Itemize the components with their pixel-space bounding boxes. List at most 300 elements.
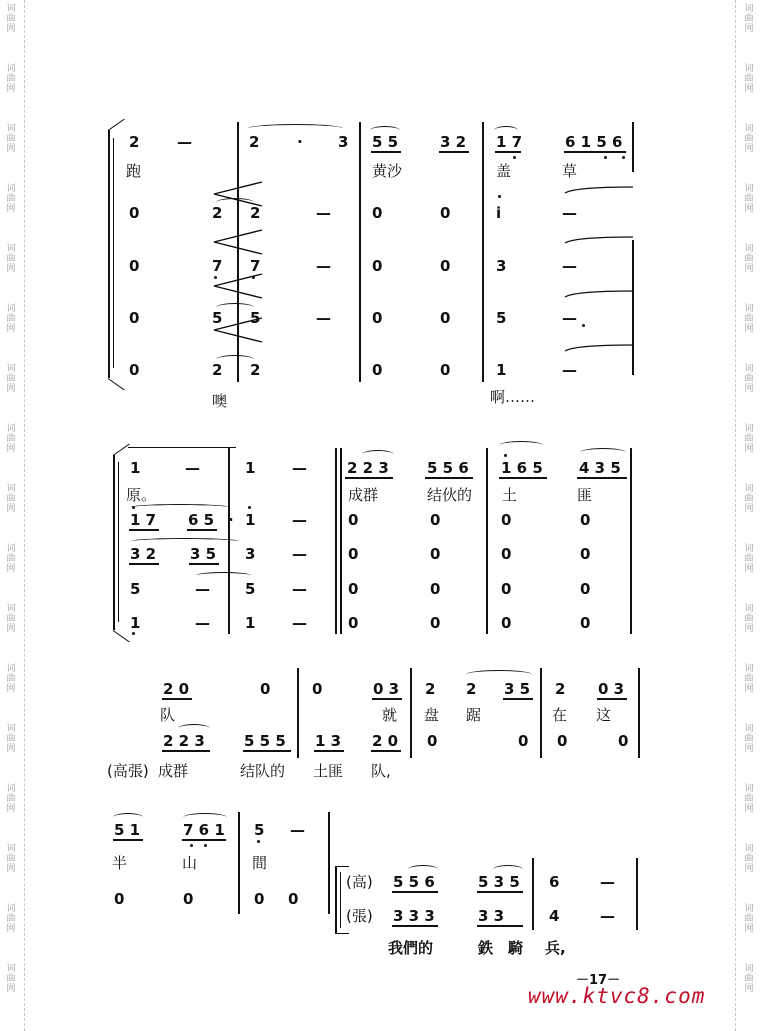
- lyric: 噢: [212, 392, 228, 410]
- note-group: 5 5: [372, 133, 399, 151]
- voice-brace-top: [335, 866, 349, 867]
- watermark-char: 曲: [6, 194, 16, 204]
- rest: 0: [430, 511, 441, 529]
- underline-beam: [189, 563, 219, 565]
- rest: 0: [348, 511, 359, 529]
- note: 2: [212, 204, 223, 222]
- note: 2: [466, 680, 477, 698]
- underline-beam: [439, 151, 469, 153]
- system-brace-bottom: [113, 630, 130, 642]
- watermark-char: 网: [6, 924, 16, 934]
- watermark-char: 词: [6, 304, 16, 314]
- watermark-stamp: [4, 664, 18, 694]
- lyric: 成群: [348, 486, 379, 504]
- watermark-stamp: [4, 964, 18, 994]
- low-octave-dot: [132, 632, 135, 635]
- watermark-char: 词: [744, 844, 754, 854]
- dash: —: [195, 580, 210, 598]
- tie: [196, 572, 251, 579]
- dash: —: [316, 204, 331, 222]
- slur: [178, 724, 210, 733]
- watermark-char: 网: [6, 264, 16, 274]
- watermark-char: 网: [6, 144, 16, 154]
- note: 1: [245, 459, 256, 477]
- rest: 0: [430, 545, 441, 563]
- barline: [636, 858, 638, 930]
- watermark-char: 曲: [744, 734, 754, 744]
- watermark-char: 曲: [6, 554, 16, 564]
- rest: 0: [440, 309, 451, 327]
- watermark-char: 曲: [744, 494, 754, 504]
- note-group: 6 1 5 6: [565, 133, 623, 151]
- note-group: 0 3: [598, 680, 625, 698]
- watermark-stamp: [742, 724, 756, 754]
- watermark-stamp: [742, 4, 756, 34]
- dash: —: [292, 459, 307, 477]
- low-octave-dot: [204, 844, 207, 847]
- watermark-char: 词: [744, 784, 754, 794]
- watermark-char: 曲: [6, 434, 16, 444]
- page-number: －17－: [576, 973, 621, 988]
- barline: [532, 858, 534, 930]
- watermark-stamp: [742, 244, 756, 274]
- voice-label-low: (張): [346, 907, 373, 925]
- lyric: 黄沙: [372, 162, 403, 180]
- watermark-char: 网: [6, 384, 16, 394]
- voice-label-high: (高): [346, 873, 373, 891]
- watermark-char: 词: [744, 904, 754, 914]
- note-group: 5 5 5: [244, 732, 286, 750]
- dash: —: [185, 459, 200, 477]
- watermark-stamp: [4, 124, 18, 154]
- watermark-char: 词: [6, 424, 16, 434]
- watermark-char: 网: [744, 864, 754, 874]
- watermark-char: 网: [744, 324, 754, 334]
- watermark-char: 曲: [744, 914, 754, 924]
- underline-beam: [477, 891, 523, 893]
- lyric: 鉄: [478, 939, 494, 957]
- dash: —: [292, 580, 307, 598]
- watermark-char: 词: [744, 184, 754, 194]
- barline: [340, 448, 342, 634]
- voice-brace-inner: [340, 872, 341, 928]
- barline: [486, 448, 488, 634]
- lyric: 我們的: [388, 939, 434, 957]
- underline-beam: [425, 477, 473, 479]
- dash: —: [562, 309, 577, 327]
- note: 4: [549, 907, 560, 925]
- lyric: 成群: [158, 762, 189, 780]
- note: 2: [212, 361, 223, 379]
- watermark-stamp: [4, 64, 18, 94]
- watermark-char: 曲: [6, 974, 16, 984]
- dash: —: [316, 257, 331, 275]
- watermark-char: 网: [744, 504, 754, 514]
- watermark-char: 网: [6, 864, 16, 874]
- lyric: 结伙的: [427, 486, 473, 504]
- watermark-char: 词: [744, 244, 754, 254]
- watermark-char: 曲: [744, 554, 754, 564]
- dash: —: [177, 133, 192, 151]
- watermark-char: 曲: [6, 14, 16, 24]
- dash: —: [600, 873, 615, 891]
- voice-brace: [335, 866, 337, 934]
- watermark-stamp: [4, 364, 18, 394]
- note: 3: [245, 545, 256, 563]
- watermark-stamp: [742, 124, 756, 154]
- barline: [238, 812, 240, 914]
- watermark-char: 词: [6, 244, 16, 254]
- underline-beam: [392, 925, 438, 927]
- watermark-char: 词: [6, 964, 16, 974]
- watermark-char: 曲: [6, 74, 16, 84]
- note: 1: [245, 614, 256, 632]
- slur: [493, 865, 523, 874]
- watermark-char: 网: [6, 204, 16, 214]
- rest: 0: [501, 511, 512, 529]
- rest: 0: [129, 309, 140, 327]
- slur: [183, 813, 227, 822]
- lyric: 队,: [371, 762, 391, 780]
- dash: —: [562, 204, 577, 222]
- watermark-stamp: [742, 364, 756, 394]
- watermark-char: 网: [6, 744, 16, 754]
- dash: —: [316, 309, 331, 327]
- watermark-char: 词: [6, 724, 16, 734]
- watermark-char: 词: [6, 784, 16, 794]
- underline-beam: [345, 477, 393, 479]
- barline: [328, 812, 330, 914]
- rest: 0: [501, 580, 512, 598]
- watermark-stamp: [742, 544, 756, 574]
- lyric: 匪: [577, 486, 593, 504]
- lyric: 盖: [496, 162, 512, 180]
- note-group: 1 3: [315, 732, 342, 750]
- rest: 0: [427, 732, 438, 750]
- watermark-stamp: [742, 784, 756, 814]
- note: 1: [130, 459, 141, 477]
- lyric: 土: [502, 486, 518, 504]
- rest: 0: [580, 545, 591, 563]
- watermark-stamp: [4, 184, 18, 214]
- lyric: 结队的: [240, 762, 286, 780]
- underline-beam: [187, 529, 217, 531]
- slur: [580, 448, 626, 457]
- note-group: 5 3 5: [478, 873, 520, 891]
- lyric: 在: [552, 706, 568, 724]
- barline: [632, 122, 634, 172]
- watermark-char: 网: [6, 624, 16, 634]
- rest: 0: [372, 361, 383, 379]
- augmentation-dot: ·: [297, 133, 303, 151]
- right-margin-strip: [735, 0, 760, 1031]
- system-bracket-top: [128, 447, 236, 448]
- lyric: 这: [596, 706, 612, 724]
- watermark-stamp: [4, 844, 18, 874]
- watermark-char: 词: [744, 484, 754, 494]
- lyric: 跑: [126, 162, 142, 180]
- underline-beam: [477, 925, 523, 927]
- note-group: 4 3 5: [579, 459, 621, 477]
- dash: —: [600, 907, 615, 925]
- note: 5: [212, 309, 223, 327]
- rest: 0: [430, 614, 441, 632]
- rest: 0: [254, 890, 265, 908]
- watermark-char: 网: [6, 684, 16, 694]
- watermark-char: 曲: [6, 374, 16, 384]
- watermark-char: 网: [6, 24, 16, 34]
- note: 5: [496, 309, 507, 327]
- note: 2: [129, 133, 140, 151]
- rest: 0: [348, 580, 359, 598]
- note-group: 5 1: [114, 821, 141, 839]
- high-octave-dot: [132, 506, 135, 509]
- watermark-char: 词: [744, 604, 754, 614]
- watermark-char: 网: [6, 564, 16, 574]
- watermark-char: 网: [6, 504, 16, 514]
- watermark-char: 曲: [744, 14, 754, 24]
- lyric: 間: [252, 854, 268, 872]
- dash: —: [195, 614, 210, 632]
- watermark-char: 曲: [744, 374, 754, 384]
- watermark-char: 曲: [744, 674, 754, 684]
- barline: [359, 122, 361, 382]
- lyric: 半: [112, 854, 128, 872]
- note: 5: [254, 821, 265, 839]
- note-group: 7 6 1: [183, 821, 225, 839]
- watermark-char: 网: [744, 684, 754, 694]
- barline: [482, 122, 484, 382]
- watermark-char: 网: [744, 384, 754, 394]
- watermark-char: 词: [744, 64, 754, 74]
- slur: [499, 441, 543, 450]
- watermark-char: 曲: [744, 254, 754, 264]
- note-group: 2 0: [163, 680, 190, 698]
- watermark-char: 曲: [6, 134, 16, 144]
- tie: [216, 303, 254, 312]
- watermark-char: 网: [744, 804, 754, 814]
- watermark-stamp: [742, 604, 756, 634]
- lyric: 兵,: [545, 939, 566, 957]
- note-group: 5 5 6: [427, 459, 469, 477]
- underline-beam: [597, 698, 627, 700]
- watermark-char: 网: [744, 564, 754, 574]
- rest: 0: [430, 580, 441, 598]
- note-group: 2 2 3: [347, 459, 389, 477]
- lyric: 原。: [126, 486, 157, 504]
- watermark-char: 曲: [6, 794, 16, 804]
- rest: 0: [580, 511, 591, 529]
- slur: [113, 813, 143, 822]
- rest: 0: [348, 614, 359, 632]
- note-group: 1 7: [496, 133, 523, 151]
- watermark-char: 词: [744, 364, 754, 374]
- note-group: 1 7: [130, 511, 157, 529]
- slur: [466, 670, 532, 679]
- watermark-char: 词: [6, 484, 16, 494]
- watermark-stamp: [742, 664, 756, 694]
- low-octave-dot: [252, 276, 255, 279]
- left-margin-strip: [0, 0, 25, 1031]
- lyric: 踞: [466, 706, 482, 724]
- watermark-char: 词: [6, 544, 16, 554]
- low-octave-dot: [513, 156, 516, 159]
- system-brace-left: [108, 130, 110, 378]
- watermark-char: 词: [744, 4, 754, 14]
- system-brace-left: [113, 455, 115, 630]
- rest: 0: [440, 361, 451, 379]
- watermark-char: 网: [744, 24, 754, 34]
- rest: 0: [288, 890, 299, 908]
- underline-beam: [577, 477, 627, 479]
- note: 5: [250, 309, 261, 327]
- rest: 0: [501, 614, 512, 632]
- system-brace-inner: [118, 462, 119, 622]
- rest: 0: [580, 614, 591, 632]
- note: 2: [555, 680, 566, 698]
- rest: 0: [114, 890, 125, 908]
- watermark-stamp: [4, 4, 18, 34]
- rest: 0: [440, 257, 451, 275]
- voice-label: (高張): [107, 762, 149, 780]
- underline-beam: [182, 839, 226, 841]
- rest: 0: [348, 545, 359, 563]
- high-octave-dot: [498, 195, 501, 198]
- system-brace-top: [113, 444, 130, 456]
- note: 2: [425, 680, 436, 698]
- watermark-stamp: [742, 484, 756, 514]
- high-octave-dot: [504, 454, 507, 457]
- watermark-char: 网: [6, 804, 16, 814]
- underline-beam: [113, 839, 143, 841]
- note-group: 5 5 6: [393, 873, 435, 891]
- watermark-char: 词: [6, 904, 16, 914]
- watermark-char: 网: [744, 84, 754, 94]
- watermark-stamp: [742, 964, 756, 994]
- underline-beam: [392, 891, 438, 893]
- note: 6: [549, 873, 560, 891]
- lyric: 騎: [508, 939, 524, 957]
- tie: [216, 198, 254, 207]
- watermark-char: 曲: [744, 134, 754, 144]
- note: 1: [245, 511, 256, 529]
- watermark-stamp: [4, 424, 18, 454]
- underline-beam: [495, 151, 521, 153]
- barline: [410, 668, 412, 758]
- watermark-char: 网: [744, 624, 754, 634]
- dash: —: [562, 257, 577, 275]
- note: 7: [250, 257, 261, 275]
- watermark-char: 曲: [6, 254, 16, 264]
- dash: —: [292, 511, 307, 529]
- barline: [638, 668, 640, 758]
- watermark-char: 曲: [744, 314, 754, 324]
- underline-beam: [243, 750, 291, 752]
- watermark-char: 词: [744, 964, 754, 974]
- watermark-char: 词: [6, 184, 16, 194]
- dash: —: [292, 614, 307, 632]
- watermark-char: 曲: [744, 434, 754, 444]
- lyric: 盘: [424, 706, 440, 724]
- watermark-char: 网: [744, 264, 754, 274]
- note: 2: [249, 133, 260, 151]
- watermark-char: 曲: [6, 854, 16, 864]
- underline-beam: [564, 151, 626, 153]
- watermark-char: 词: [6, 364, 16, 374]
- rest: 0: [440, 204, 451, 222]
- note-group: 6 5: [188, 511, 215, 529]
- barline: [540, 668, 542, 758]
- watermark-stamp: [742, 844, 756, 874]
- watermark-char: 网: [6, 984, 16, 994]
- watermark-char: 词: [6, 844, 16, 854]
- watermark-char: 曲: [6, 614, 16, 624]
- underline-beam: [503, 698, 533, 700]
- watermark-stamp: [4, 544, 18, 574]
- note: 1: [496, 361, 507, 379]
- note-group: 2 0: [372, 732, 399, 750]
- rest: 0: [129, 257, 140, 275]
- watermark-char: 曲: [744, 614, 754, 624]
- watermark-char: 网: [744, 204, 754, 214]
- lyric: 山: [182, 854, 198, 872]
- rest: 0: [260, 680, 271, 698]
- note: 5: [245, 580, 256, 598]
- watermark-char: 网: [744, 984, 754, 994]
- watermark-char: 词: [744, 424, 754, 434]
- low-octave-dot: [214, 276, 217, 279]
- slur: [370, 126, 400, 135]
- low-octave-dot: [604, 156, 607, 159]
- rest: 0: [372, 257, 383, 275]
- watermark-char: 词: [6, 64, 16, 74]
- rest: 0: [580, 580, 591, 598]
- watermark-stamp: [4, 904, 18, 934]
- rest: 0: [372, 204, 383, 222]
- note: 3: [338, 133, 349, 151]
- note-group: 3 2: [130, 545, 157, 563]
- low-octave-dot: [190, 844, 193, 847]
- underline-beam: [372, 698, 402, 700]
- watermark-char: 网: [6, 444, 16, 454]
- underline-beam: [499, 477, 547, 479]
- rest: 0: [129, 361, 140, 379]
- watermark-char: 词: [6, 664, 16, 674]
- watermark-stamp: [4, 304, 18, 334]
- note-group: 3 5: [190, 545, 217, 563]
- underline-beam: [129, 563, 159, 565]
- rest: 0: [183, 890, 194, 908]
- watermark-char: 曲: [6, 314, 16, 324]
- watermark-char: 网: [6, 324, 16, 334]
- lyric: 啊……: [490, 388, 536, 406]
- watermark-char: 网: [6, 84, 16, 94]
- rest: 0: [501, 545, 512, 563]
- watermark-char: 词: [744, 124, 754, 134]
- watermark-char: 曲: [744, 74, 754, 84]
- tie: [216, 355, 254, 364]
- dash: —: [290, 821, 305, 839]
- watermark-char: 曲: [6, 734, 16, 744]
- note-group: 3 5: [504, 680, 531, 698]
- site-watermark: www.ktvc8.com: [528, 984, 706, 1008]
- note: 5: [130, 580, 141, 598]
- note: 1: [130, 614, 141, 632]
- note-group: 0 3: [373, 680, 400, 698]
- watermark-stamp: [4, 724, 18, 754]
- watermark-char: 曲: [744, 974, 754, 984]
- watermark-char: 曲: [6, 914, 16, 924]
